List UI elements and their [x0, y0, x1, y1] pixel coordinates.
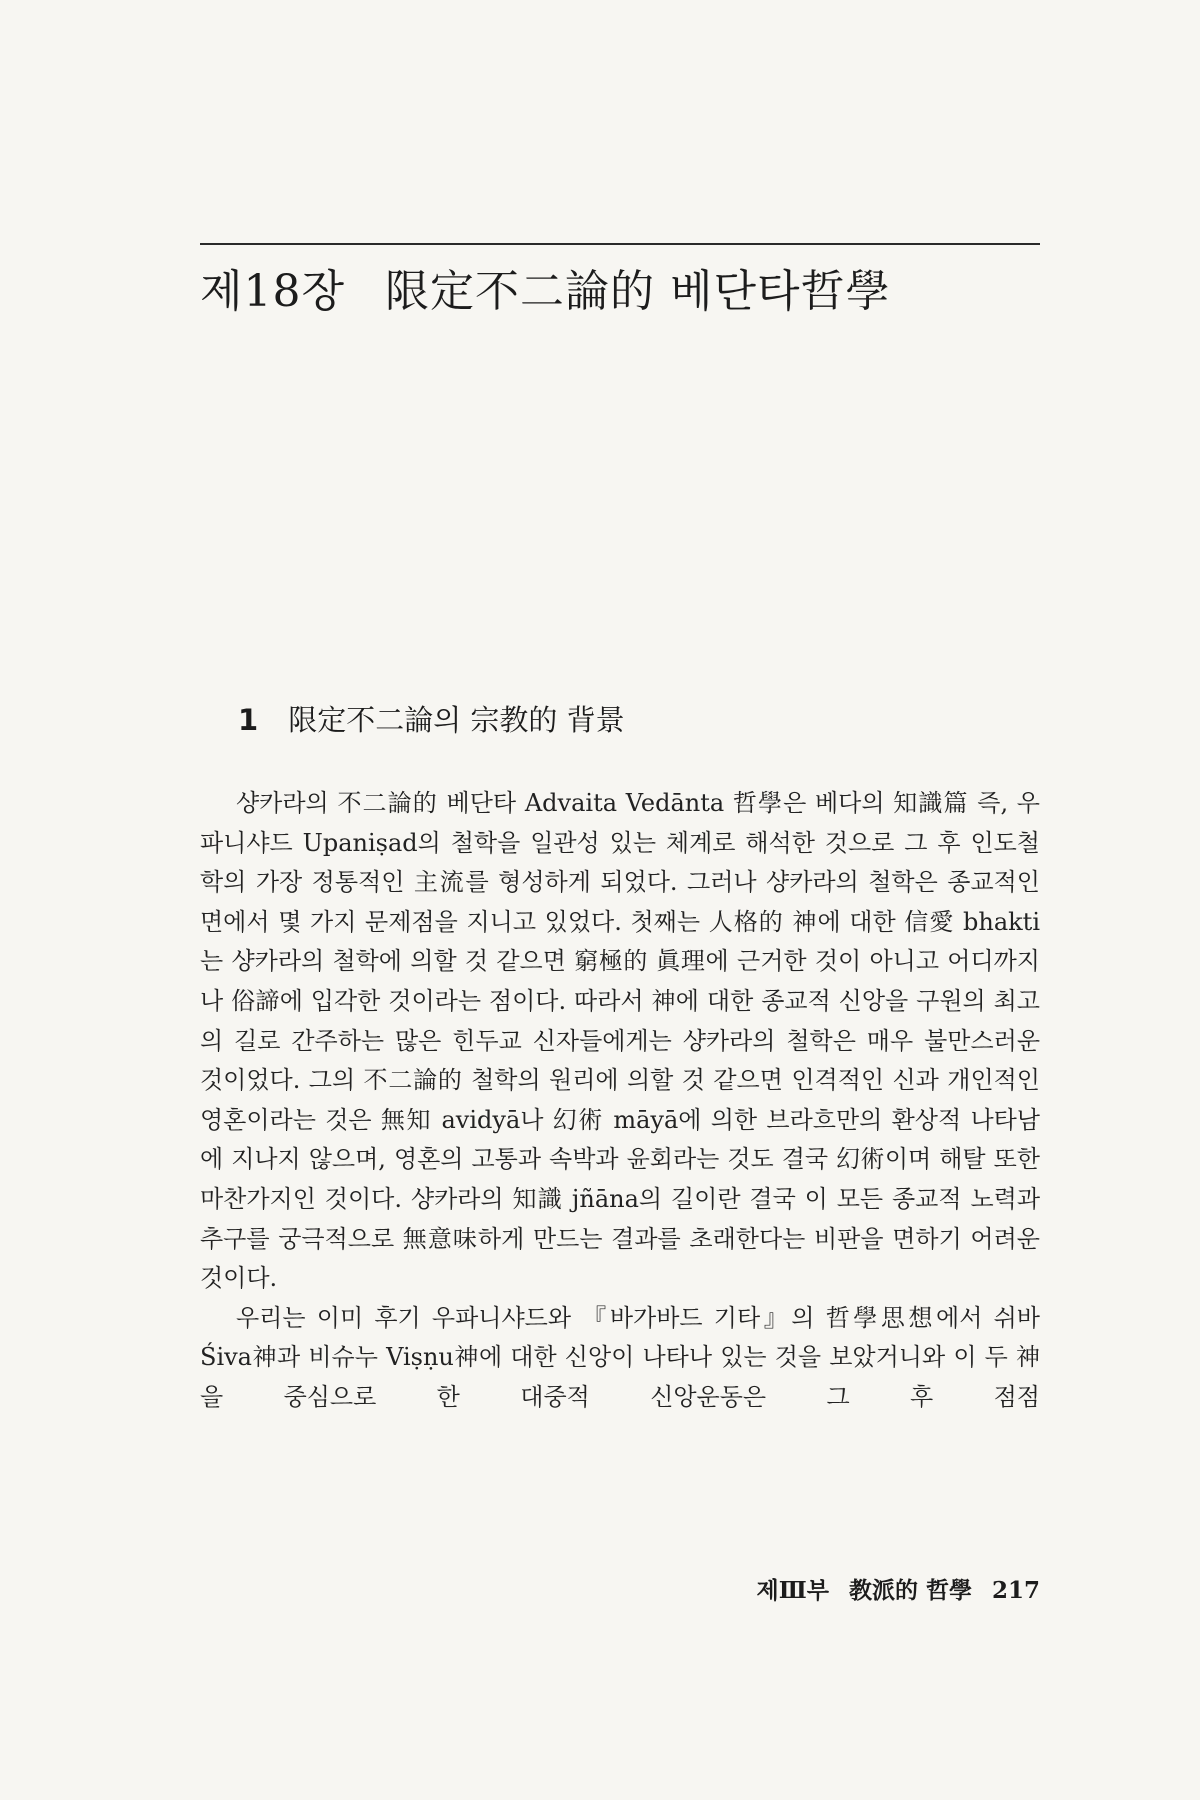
chapter-rule	[200, 243, 1040, 245]
running-footer	[700, 1576, 1040, 1606]
paragraph: 샹카라의 不二論的 베단타 Advaita Vedānta 哲學은 베다의 知識篇 즉, 우파니샤드 Upaniṣad의 철학을 일관성 있는 체계로 해석한 것으로 그 후 인도철학의 가장 정통적인 主流를 형성하게 되었다. 그러나 샹카라의 철학은 종교적인 면에서 몇 가지 문제점을 지니고 있었다. 첫째는 人格的 神에 대한 信愛 bhakti는 샹카라의 철학에 의할 것 같으면 窮極的 眞理에 근거한 것이 아니고 어디까지나 俗諦에 입각한 것이라는 점이다. 따라서 神에 대한 종교적 신앙을 구원의 최고의 길로 간주하는 많은 힌두교 신자들에게는 샹카라의 철학은 매우 불만스러운 것이었다. 그의 不二論的 철학의 원리에 의할 것 같으면 인격적인 신과 개인적인 영혼이라는 것은 無知 avidyā나 幻術 māyā에 의한 브라흐만의 환상적 나타남에 지나지 않으며, 영혼의 고통과 속박과 윤회라는 것도 결국 幻術이며 해탈 또한 마찬가지인 것이다. 샹카라의 知識 jñāna의 길이란 결국 이 모든 종교적 노력과 추구를 궁극적으로 無意味하게 만드는 결과를 초래한다는 비판을 면하기 어려운 것이다.	[200, 789, 1040, 1293]
section-heading	[238, 700, 1038, 740]
footer-part-title: 教派的 哲學	[848, 1577, 972, 1604]
chapter-name: 限定不二論的 베단타哲學	[385, 266, 891, 317]
chapter-title	[200, 262, 1040, 322]
paragraph: 우리는 이미 후기 우파니샤드와 『바가바드 기타』의 哲學思想에서 쉬바 Śiva神과 비슈누 Viṣṇu神에 대한 신앙이 나타나 있는 것을 보았거니와 이 두 神을 중심으로 한 대중적 신앙운동은 그 후 점점	[200, 1303, 1040, 1411]
section-title: 限定不二論의 宗教的 背景	[288, 703, 625, 737]
footer-part: 제Ⅲ부	[756, 1577, 829, 1604]
body-text	[200, 784, 1040, 1418]
chapter-number: 제18장	[200, 266, 345, 317]
page-number: 217	[991, 1577, 1040, 1604]
section-number: 1	[238, 703, 259, 737]
